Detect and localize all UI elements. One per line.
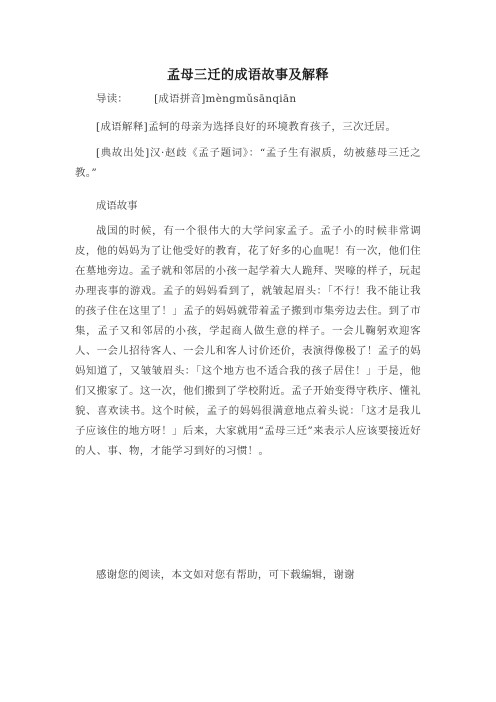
story-block [75,221,421,461]
document-title: 孟母三迁的成语故事及解释 [166,68,329,83]
footer-note: 感谢您的阅读，本文如对您有帮助，可下载编辑，谢谢 [96,569,355,581]
explanation-block [75,117,421,137]
story-paragraph: 战国的时候，有一个很伟大的大学问家孟子。孟子小的时候非常调皮，他的妈妈为了让他受好的教育，花了好多的心血呢！有一次，他们住在墓地旁边。孟子就和邻居的小孩一起学着大人跪拜、哭嚎的样子，玩起办理丧事的游戏。孟子的妈妈看到了，就皱起眉头：「不行！我不能让我的孩子住在这里了！」孟子的妈妈就带着孟子搬到市集旁边去住。到了市集，孟子又和邻居的小孩，学起商人做生意的样子。一会儿鞠躬欢迎客人、一会儿招待客人、一会儿和客人讨价还价，表演得像极了！孟子的妈妈知道了，又皱皱眉头：「这个地方也不适合我的孩子居住！」于是，他们又搬家了。这一次，他们搬到了学校附近。孟子开始变得守秩序、懂礼貌、喜欢读书。这个时候，孟子的妈妈很满意地点着头说：「这才是我儿子应该住的地方呀！」后来，大家就用“孟母三迁”来表示人应该要接近好的人、事、物，才能学习到好的习惯！。 [75,225,421,457]
guide-label: 导读： [96,93,129,105]
explanation-paragraph: [成语解释]孟轲的母亲为选择良好的环境教育孩子，三次迁居。 [96,121,397,133]
source-block [75,143,421,183]
guide-line [96,89,296,109]
story-heading: 成语故事 [96,200,138,212]
source-paragraph: [典故出处]汉·赵歧《孟子题词》：“孟子生有淑质，幼被慈母三迁之教。” [75,147,421,179]
pinyin-text: [成语拼音]mèngmǔsānqiān [154,93,297,105]
